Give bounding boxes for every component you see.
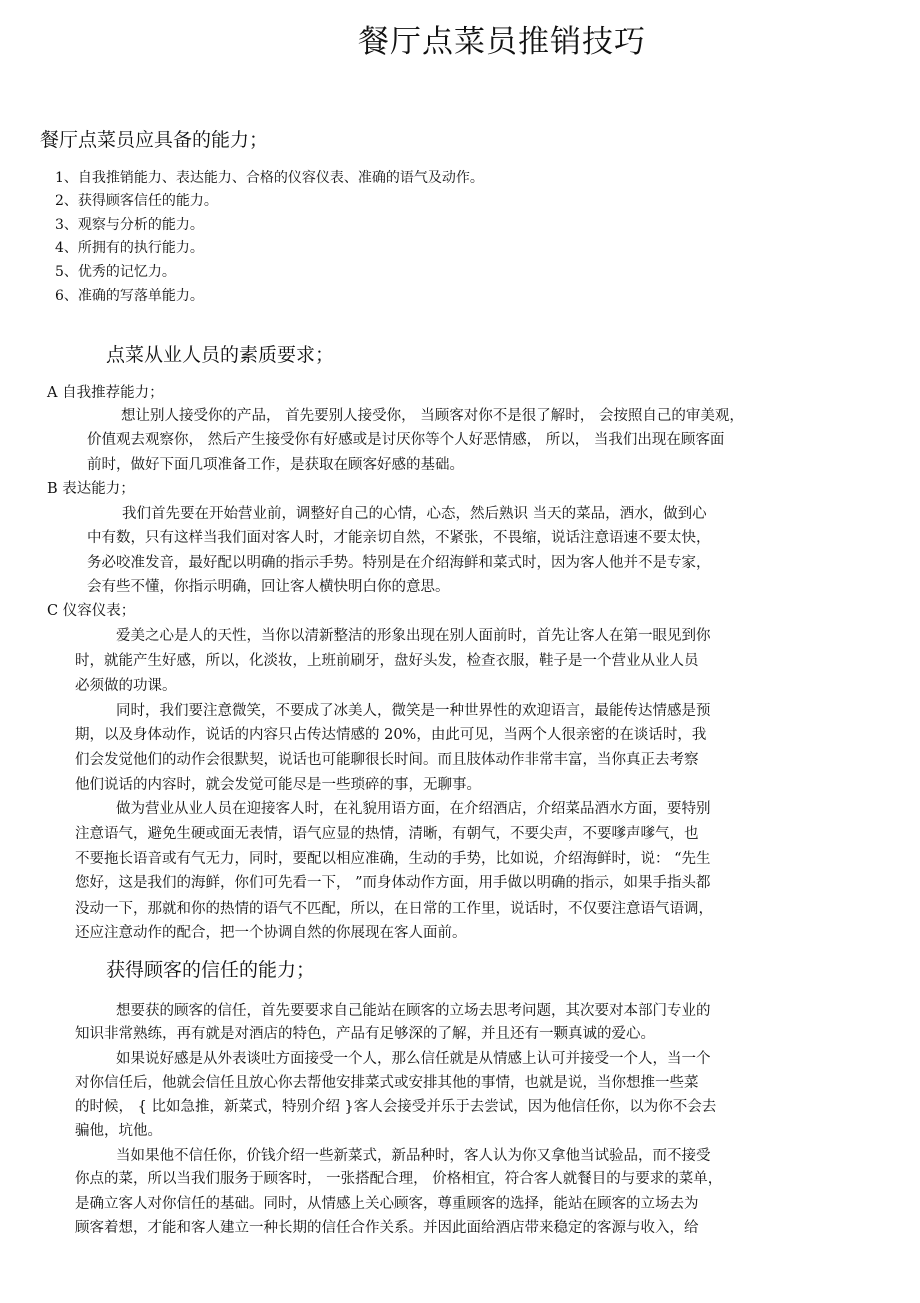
text-line: 是确立客人对你信任的基础。同时，从情感上关心顾客，尊重顾客的选择，能站在顾客的立场去为 — [75, 1196, 699, 1212]
list-item: 3、观察与分析的能力。 — [55, 217, 204, 233]
text-line: 如果说好感是从外表谈吐方面接受一个人，那么信任就是从情感上认可并接受一个人，当一个 — [116, 1051, 711, 1067]
text-line: 必须做的功课。 — [75, 678, 177, 694]
text-line: 想让别人接受你的产品， 首先要别人接受你， 当顾客对你不是很了解时， 会按照自己的审美观， — [121, 408, 744, 424]
text-line: 时，就能产生好感，所以，化淡妆，上班前刷牙，盘好头发，检查衣服，鞋子是一个营业从业人员 — [75, 653, 699, 669]
text-line: 价值观去观察你， 然后产生接受你有好感或是讨厌你等个人好恶情感， 所以， 当我们出现在顾客面 — [87, 432, 725, 448]
list-item: 1、自我推销能力、表达能力、合格的仪容仪表、准确的语气及动作。 — [55, 170, 484, 186]
list-item: 5、优秀的记忆力。 — [55, 264, 176, 280]
text-line: 们会发觉他们的动作会很默契，说话也可能聊很长时间。而且肢体动作非常丰富，当你真正去考察 — [75, 752, 699, 768]
text-line: 顾客着想，才能和客人建立一种长期的信任合作关系。并因此面给酒店带来稳定的客源与收入，给 — [75, 1220, 699, 1236]
text-line: 做为营业从业人员在迎接客人时，在礼貌用语方面，在介绍酒店，介绍菜品酒水方面，要特别 — [116, 801, 711, 817]
text-line: 的时候， { 比如急推，新菜式，特别介绍 }客人会接受并乐于去尝试，因为他信任你，以为你不会去 — [75, 1099, 717, 1115]
text-line: 前时，做好下面几项准备工作，是获取在顾客好感的基础。 — [87, 457, 464, 473]
list-item: 2、获得顾客信任的能力。 — [55, 193, 218, 209]
text-line: 想要获的顾客的信任，首先要要求自己能站在顾客的立场去思考问题，其次要对本部门专业的 — [116, 1003, 711, 1019]
section-heading-quality: 点菜从业人员的素质要求； — [106, 344, 335, 366]
text-line: 注意语气，避免生硬或面无表情，语气应显的热情，清晰，有朝气，不要尖声，不要嗲声嗲气，也 — [75, 826, 699, 842]
text-line: 我们首先要在开始营业前，调整好自己的心情，心态，然后熟识 当天的菜品，酒水，做到心 — [122, 506, 707, 522]
text-line: 没动一下，那就和你的热情的语气不匹配，所以，在日常的工作里，说话时，不仅要注意语气语调， — [75, 901, 713, 917]
list-item: 6、准确的写落单能力。 — [55, 288, 204, 304]
list-item: 4、所拥有的执行能力。 — [55, 240, 204, 256]
text-line: 同时，我们要注意微笑，不要成了冰美人，微笑是一种世界性的欢迎语言，最能传达情感是预 — [116, 703, 711, 719]
text-line: 知识非常熟练，再有就是对酒店的特色，产品有足够深的了解，并且还有一颗真诚的爱心。 — [75, 1026, 655, 1042]
text-line: 中有数，只有这样当我们面对客人时，才能亲切自然，不紧张，不畏缩，说话注意语速不要太快， — [87, 530, 711, 546]
text-line: 当如果他不信任你，价钱介绍一些新菜式，新品种时，客人认为你又拿他当试验品，而不接受 — [116, 1148, 711, 1164]
text-line: 对你信任后，他就会信任且放心你去帮他安排菜式或安排其他的事情，也就是说，当你想推一些菜 — [75, 1075, 699, 1091]
text-line: 会有些不懂，你指示明确，回让客人横快明白你的意思。 — [87, 579, 450, 595]
text-line: 他们说话的内容时，就会发觉可能尽是一些琐碎的事，无聊事。 — [75, 777, 481, 793]
text-line: 骗他，坑他。 — [75, 1123, 162, 1139]
text-line: 您好，这是我们的海鲜，你们可先看一下， ”而身体动作方面，用手做以明确的指示，如果手指头都 — [75, 875, 711, 891]
section-heading-abilities: 餐厅点菜员应具备的能力； — [40, 129, 269, 151]
text-line: 务必咬准发音，最好配以明确的指示手势。特别是在介绍海鲜和菜式时，因为客人他并不是专家， — [87, 555, 711, 571]
text-line: 你点的菜，所以当我们服务于顾客时， 一张搭配合理， 价格相宜，符合客人就餐目的与要求的菜单， — [75, 1171, 723, 1187]
page-title: 餐厅点菜员推销技巧 — [358, 24, 646, 60]
section-heading-trust: 获得顾客的信任的能力； — [106, 959, 316, 981]
text-line: 还应注意动作的配合，把一个协调自然的你展现在客人面前。 — [75, 925, 467, 941]
subheading-c: C 仪容仪表； — [47, 603, 136, 619]
subheading-a: A 自我推荐能力； — [47, 385, 164, 401]
subheading-b: B 表达能力； — [47, 481, 135, 497]
text-line: 不要拖长语音或有气无力，同时，要配以相应准确，生动的手势，比如说，介绍海鲜时，说： “先生 — [75, 851, 711, 867]
text-line: 爱美之心是人的天性，当你以清新整洁的形象出现在别人面前时，首先让客人在第一眼见到你 — [116, 628, 711, 644]
text-line: 期，以及身体动作，说话的内容只占传达情感的 20%，由此可见，当两个人很亲密的在谈话时，我 — [75, 727, 707, 743]
